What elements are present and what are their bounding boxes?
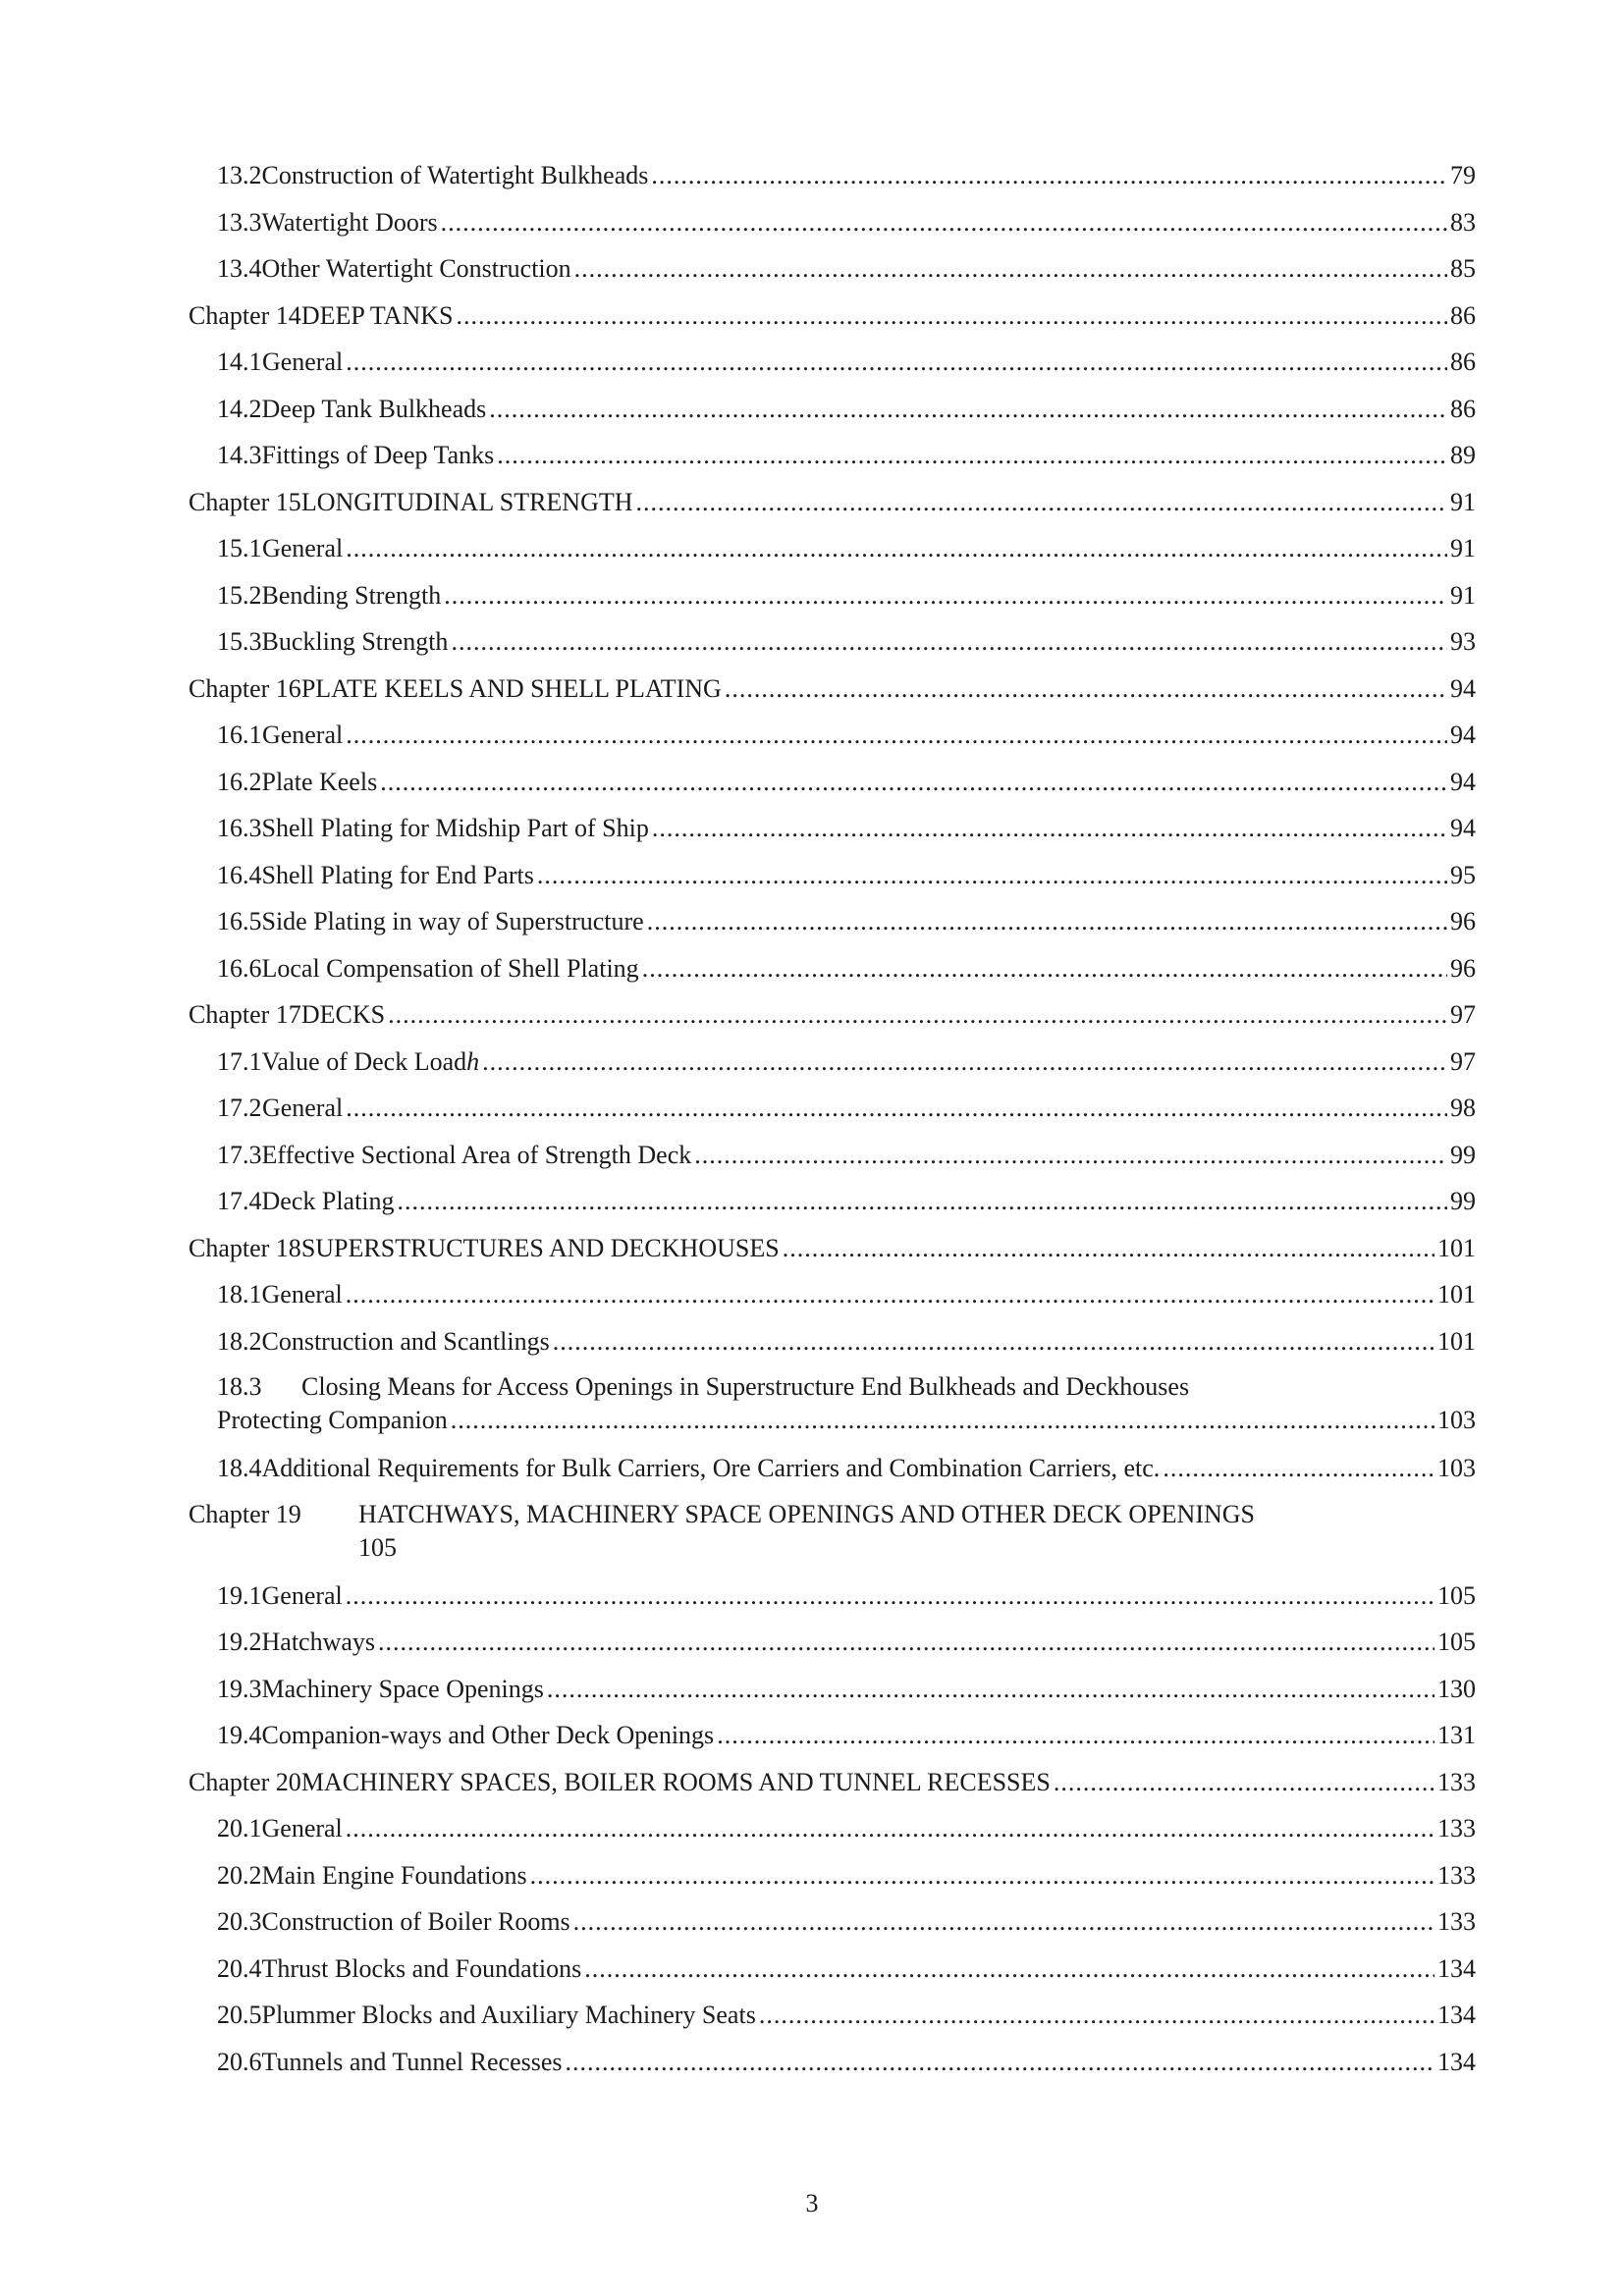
toc-chapter-entry[interactable]: [189, 1225, 1476, 1272]
entry-title: General: [261, 721, 344, 749]
entry-number: 16.6: [217, 953, 262, 983]
entry-title: Construction of Boiler Rooms: [261, 1907, 570, 1936]
entry-title: Main Engine Foundations: [261, 1860, 527, 1890]
entry-number: 16.3: [217, 814, 262, 842]
toc-section-entry[interactable]: [189, 1805, 1476, 1852]
entry-number: 16.4: [217, 860, 262, 889]
entry-page: 91: [1450, 534, 1476, 562]
dot-leader: [441, 199, 1447, 246]
entry-page: 95: [1450, 860, 1476, 889]
toc-section-entry[interactable]: [189, 759, 1476, 806]
entry-page: 134: [1437, 2047, 1476, 2076]
entry-number: 16.5: [217, 907, 262, 935]
dot-leader: [647, 898, 1447, 945]
entry-title: Thrust Blocks and Foundations: [261, 1953, 582, 1983]
entry-page: 89: [1450, 441, 1476, 469]
dot-leader: [346, 339, 1447, 386]
entry-number: 19.1: [217, 1580, 262, 1610]
dot-leader: [642, 945, 1447, 992]
entry-number: 13.3: [217, 207, 262, 237]
toc-section-entry[interactable]: [189, 525, 1476, 572]
entry-number: Chapter 20: [189, 1767, 301, 1796]
entry-page: 97: [1450, 1046, 1476, 1076]
entry-page: 103: [1437, 1406, 1476, 1434]
entry-title-continued: Protecting Companion: [217, 1406, 448, 1434]
entry-title: General: [261, 534, 344, 562]
dot-leader: [573, 1898, 1435, 1946]
toc-section-entry[interactable]: [189, 1666, 1476, 1713]
entry-page: 79: [1450, 161, 1476, 189]
dot-leader: [388, 991, 1447, 1039]
entry-number: Chapter 15: [189, 487, 301, 516]
entry-title: Buckling Strength: [261, 627, 449, 656]
entry-title: General: [261, 1580, 343, 1610]
entry-title: General: [261, 1094, 344, 1122]
entry-number: 20.1: [217, 1814, 262, 1842]
entry-page: 94: [1450, 721, 1476, 749]
dot-leader: [530, 1852, 1435, 1899]
entry-page: 130: [1437, 1674, 1476, 1703]
entry-title: Shell Plating for Midship Part of Ship: [261, 814, 649, 842]
dot-leader: [346, 525, 1447, 572]
dot-leader: [482, 1039, 1447, 1086]
dot-leader: [651, 152, 1447, 199]
entry-number: 15.2: [217, 580, 262, 610]
entry-number: Chapter 19: [189, 1499, 301, 1528]
entry-title: General: [261, 1814, 343, 1842]
dot-leader: [380, 759, 1447, 806]
toc-section-entry[interactable]: [189, 1852, 1476, 1899]
toc-section-entry[interactable]: [189, 805, 1476, 852]
dot-leader: [636, 479, 1447, 526]
entry-number: 20.6: [217, 2047, 262, 2076]
entry-page: 86: [1450, 300, 1476, 330]
entry-number: 20.4: [217, 1953, 262, 1983]
dot-leader: [346, 1573, 1435, 1620]
entry-number: 17.4: [217, 1187, 262, 1215]
entry-page: 94: [1450, 673, 1476, 703]
toc-section-entry[interactable]: [189, 1992, 1476, 2039]
entry-page: 133: [1437, 1767, 1476, 1796]
toc-section-entry[interactable]: [189, 199, 1476, 246]
entry-title: Deep Tank Bulkheads: [261, 394, 487, 423]
entry-number: Chapter 14: [189, 300, 301, 330]
toc-section-entry[interactable]: [189, 1619, 1476, 1666]
toc-section-entry[interactable]: [189, 1132, 1476, 1179]
entry-title: Effective Sectional Area of Strength Deck: [261, 1140, 692, 1169]
entry-number: 20.5: [217, 2001, 262, 2029]
entry-title: General: [261, 347, 344, 376]
dot-leader: [584, 1946, 1435, 1993]
entry-title: DECKS: [300, 1000, 386, 1029]
toc-section-entry[interactable]: [189, 712, 1476, 759]
dot-leader: [398, 1178, 1447, 1225]
entry-number: 17.3: [217, 1140, 262, 1169]
toc-chapter-entry[interactable]: [189, 293, 1476, 340]
toc-section-entry[interactable]: [189, 1039, 1476, 1086]
entry-number: 15.1: [217, 534, 262, 562]
entry-title: PLATE KEELS AND SHELL PLATING: [300, 673, 722, 703]
entry-page: 91: [1450, 487, 1476, 516]
entry-title: Hatchways: [261, 1628, 376, 1656]
toc-section-entry[interactable]: [189, 245, 1476, 293]
toc-section-entry[interactable]: [189, 1364, 1476, 1445]
toc-section-entry[interactable]: [189, 618, 1476, 666]
entry-title-italic: h: [466, 1046, 480, 1076]
entry-title: Side Plating in way of Superstructure: [261, 907, 644, 935]
entry-number: Chapter 16: [189, 673, 301, 703]
toc-section-entry[interactable]: [189, 1445, 1476, 1492]
entry-page: 93: [1450, 627, 1476, 656]
entry-page: 131: [1437, 1721, 1476, 1749]
entry-number: 16.1: [217, 721, 262, 749]
entry-page: 133: [1437, 1860, 1476, 1890]
dot-leader: [1054, 1759, 1435, 1806]
toc-section-entry[interactable]: [189, 945, 1476, 992]
entry-page: 96: [1450, 953, 1476, 983]
toc-section-entry[interactable]: [189, 1318, 1476, 1365]
toc-section-entry[interactable]: [189, 1712, 1476, 1759]
entry-page: 94: [1450, 767, 1476, 796]
dot-leader: [694, 1132, 1447, 1179]
toc-section-entry[interactable]: [189, 339, 1476, 386]
entry-page: 94: [1450, 814, 1476, 842]
toc-section-entry[interactable]: [189, 1946, 1476, 1993]
toc-chapter-entry[interactable]: [189, 1492, 1476, 1573]
entry-number: Chapter 17: [189, 1000, 301, 1029]
dot-leader: [346, 712, 1447, 759]
dot-leader: [566, 2039, 1435, 2086]
dot-leader: [725, 666, 1447, 713]
entry-title: Plate Keels: [261, 767, 378, 796]
dot-leader: [451, 1404, 1435, 1437]
entry-number: 18.2: [217, 1326, 262, 1356]
entry-title: General: [261, 1280, 343, 1308]
dot-leader: [489, 386, 1447, 433]
entry-page: 133: [1437, 1907, 1476, 1936]
dot-leader: [346, 1271, 1435, 1318]
entry-page: 97: [1450, 1000, 1476, 1029]
entry-title: Companion-ways and Other Deck Openings: [261, 1721, 715, 1749]
toc-chapter-entry[interactable]: [189, 479, 1476, 526]
dot-leader: [378, 1619, 1435, 1666]
dot-leader: [783, 1225, 1435, 1272]
entry-number: 18.1: [217, 1280, 262, 1308]
entry-page: 98: [1450, 1094, 1476, 1122]
entry-number: 17.2: [217, 1094, 262, 1122]
entry-title: Tunnels and Tunnel Recesses: [261, 2047, 563, 2076]
entry-title: Fittings of Deep Tanks: [261, 441, 495, 469]
dot-leader: [346, 1805, 1435, 1852]
entry-title: Closing Means for Access Openings in Superstructure End Bulkheads and Deckhouses: [301, 1372, 1190, 1401]
entry-page: 133: [1437, 1814, 1476, 1842]
entry-page: 85: [1450, 254, 1476, 283]
toc-section-entry[interactable]: [189, 1573, 1476, 1620]
toc-chapter-entry[interactable]: [189, 666, 1476, 713]
entry-title: MACHINERY SPACES, BOILER ROOMS AND TUNNEL RECESSES: [300, 1767, 1051, 1796]
entry-number: 14.1: [217, 347, 262, 376]
dot-leader: [537, 852, 1447, 899]
entry-title: Machinery Space Openings: [261, 1674, 544, 1703]
toc-chapter-entry[interactable]: [189, 991, 1476, 1039]
entry-number: 16.2: [217, 767, 262, 796]
toc-section-entry[interactable]: [189, 1178, 1476, 1225]
entry-page: 99: [1450, 1187, 1476, 1215]
entry-page: 103: [1437, 1454, 1476, 1482]
entry-title: DEEP TANKS: [300, 300, 454, 330]
entry-number: 19.2: [217, 1628, 262, 1656]
toc-section-entry[interactable]: [189, 432, 1476, 479]
dot-leader: [451, 618, 1447, 666]
dot-leader: [497, 432, 1447, 479]
toc-section-entry[interactable]: [189, 2039, 1476, 2086]
entry-title: Construction and Scantlings: [261, 1326, 550, 1356]
dot-leader: [547, 1666, 1435, 1713]
entry-number: 19.3: [217, 1674, 262, 1703]
entry-number: 20.3: [217, 1907, 262, 1936]
entry-page: 91: [1450, 580, 1476, 610]
entry-title: Shell Plating for End Parts: [261, 860, 534, 889]
toc-section-entry[interactable]: [189, 1085, 1476, 1132]
entry-title: Other Watertight Construction: [261, 254, 571, 283]
entry-number: 20.2: [217, 1860, 262, 1890]
entry-page: 134: [1437, 2001, 1476, 2029]
entry-number: 18.3: [217, 1372, 262, 1401]
entry-number: Chapter 18: [189, 1233, 301, 1262]
entry-page: 86: [1450, 347, 1476, 376]
dot-leader: [444, 572, 1447, 619]
entry-number: 17.1: [217, 1046, 262, 1076]
entry-page: 83: [1450, 207, 1476, 237]
entry-title: SUPERSTRUCTURES AND DECKHOUSES: [300, 1233, 780, 1262]
entry-page: 101: [1437, 1233, 1476, 1262]
entry-title: Construction of Watertight Bulkheads: [261, 161, 649, 189]
toc-section-entry[interactable]: [189, 898, 1476, 945]
entry-number: 14.2: [217, 394, 262, 423]
dot-leader: [652, 805, 1447, 852]
entry-title: Additional Requirements for Bulk Carriers, Ore Carriers and Combination Carriers, etc.: [261, 1454, 1161, 1482]
entry-number: 13.4: [217, 254, 262, 283]
dot-leader: [346, 1085, 1447, 1132]
entry-title: Plummer Blocks and Auxiliary Machinery Seats: [261, 2001, 756, 2029]
toc-section-entry[interactable]: [189, 852, 1476, 899]
entry-page: 86: [1450, 394, 1476, 423]
toc-section-entry[interactable]: [189, 152, 1476, 199]
entry-page: 101: [1437, 1280, 1476, 1308]
entry-number: 14.3: [217, 441, 262, 469]
entry-title: Bending Strength: [261, 580, 442, 610]
toc-section-entry[interactable]: [189, 386, 1476, 433]
toc-section-entry[interactable]: [189, 1898, 1476, 1946]
entry-page: 105: [1437, 1628, 1476, 1656]
entry-title: Local Compensation of Shell Plating: [261, 953, 639, 983]
dot-leader: [456, 293, 1447, 340]
entry-title: LONGITUDINAL STRENGTH: [300, 487, 633, 516]
dot-leader: [553, 1318, 1435, 1365]
entry-title: Deck Plating: [261, 1187, 395, 1215]
table-of-contents: [189, 152, 1476, 2085]
dot-leader: [759, 1992, 1435, 2039]
entry-page: 105: [358, 1532, 397, 1562]
entry-page: 101: [1437, 1326, 1476, 1356]
toc-section-entry[interactable]: [189, 572, 1476, 619]
entry-number: 19.4: [217, 1721, 262, 1749]
toc-section-entry[interactable]: [189, 1271, 1476, 1318]
entry-number: 13.2: [217, 161, 262, 189]
toc-chapter-entry[interactable]: [189, 1759, 1476, 1806]
entry-page: 134: [1437, 1953, 1476, 1983]
entry-number: 18.4: [217, 1454, 262, 1482]
dot-leader: [717, 1712, 1435, 1759]
entry-title: HATCHWAYS, MACHINERY SPACE OPENINGS AND OTHER DECK OPENINGS: [358, 1499, 1255, 1528]
entry-number: 15.3: [217, 627, 262, 656]
entry-page: 96: [1450, 907, 1476, 935]
entry-title: Watertight Doors: [261, 207, 438, 237]
entry-title: Value of Deck Load: [261, 1046, 467, 1076]
page-number: 3: [805, 2189, 819, 2217]
entry-page: 99: [1450, 1140, 1476, 1169]
dot-leader: [574, 245, 1447, 293]
entry-page: 105: [1437, 1580, 1476, 1610]
dot-leader: [1163, 1445, 1435, 1492]
